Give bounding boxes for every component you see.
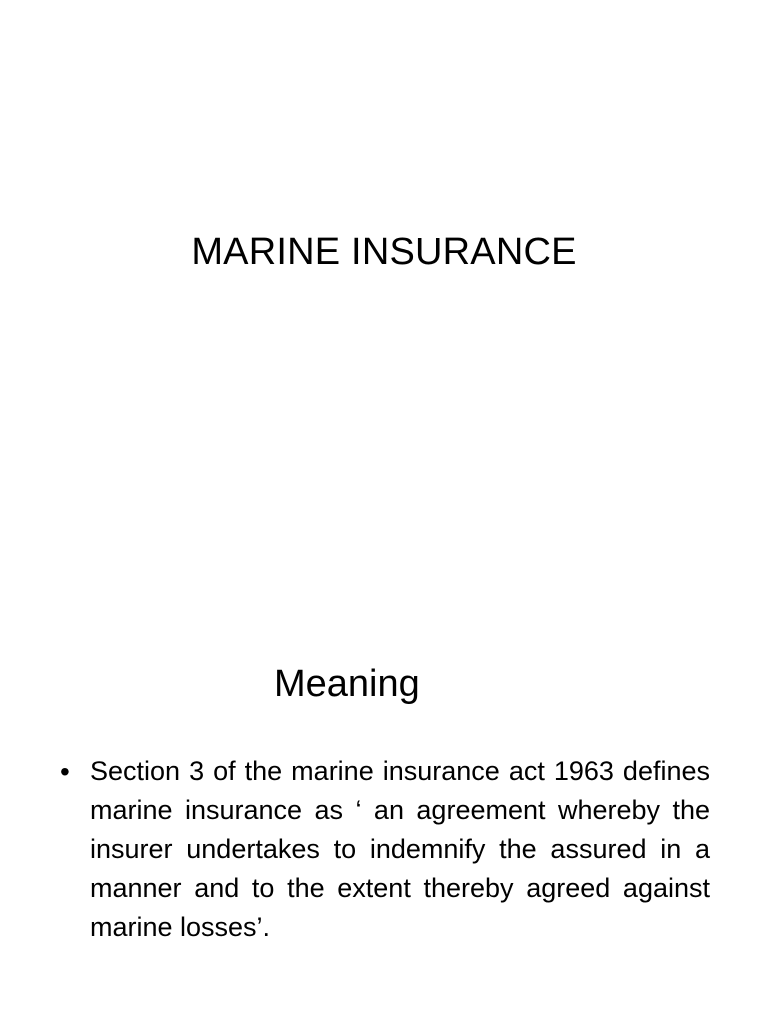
bullet-list <box>60 752 710 947</box>
slide-title: MARINE INSURANCE <box>191 231 577 273</box>
meaning-slide <box>0 512 768 1024</box>
bullet-text: Section 3 of the marine insurance act 1963 defines marine insurance as ‘ an agreement whereby the insurer undertakes to indemnify the assured in a manner and to the extent thereby agreed against marine losses’. <box>90 756 710 942</box>
bullet-icon: • <box>60 756 70 787</box>
section-heading: Meaning <box>274 663 420 705</box>
